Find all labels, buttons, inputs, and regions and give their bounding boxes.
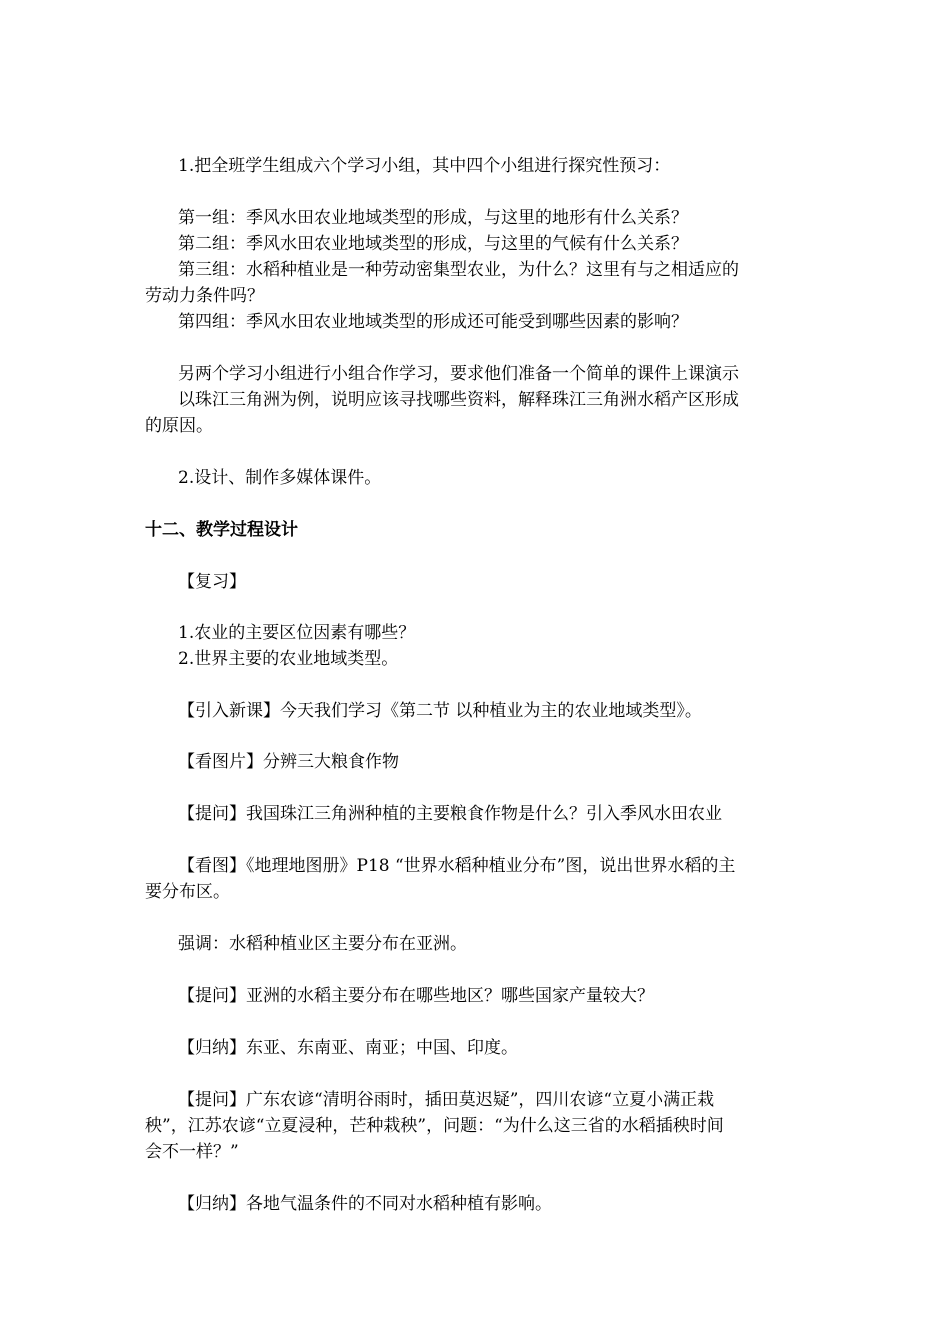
look-pictures: 【看图片】分辨三大粮食作物 [178, 752, 399, 772]
other-groups-line-3: 的原因。 [145, 416, 213, 436]
question-1: 【提问】我国珠江三角洲种植的主要粮食作物是什么？引入季风水田农业 [178, 804, 722, 824]
look-map-line-1: 【看图】《地理地图册》P18 “世界水稻种植业分布”图，说出世界水稻的主 [178, 856, 736, 876]
group-2-text: 第二组：季风水田农业地域类型的形成，与这里的气候有什么关系？ [178, 234, 688, 254]
question-3-line-1: 【提问】广东农谚“清明谷雨时，插田莫迟疑”，四川农谚“立夏小满正栽 [178, 1090, 715, 1110]
group-3-text-line-1: 第三组：水稻种植业是一种劳动密集型农业，为什么？这里有与之相适应的 [178, 260, 739, 280]
section-heading: 十二、教学过程设计 [145, 520, 298, 540]
group-3-text-line-2: 劳动力条件吗？ [145, 286, 264, 306]
intro-new-lesson: 【引入新课】今天我们学习《第二节 以种植业为主的农业地域类型》。 [178, 701, 702, 721]
question-2: 【提问】亚洲的水稻主要分布在哪些地区？哪些国家产量较大？ [178, 986, 654, 1006]
emphasis: 强调：水稻种植业区主要分布在亚洲。 [178, 934, 467, 954]
question-3-line-3: 会不一样？” [145, 1142, 239, 1162]
group-4-text: 第四组：季风水田农业地域类型的形成还可能受到哪些因素的影响？ [178, 312, 688, 332]
summary-1: 【归纳】东亚、东南亚、南亚；中国、印度。 [178, 1038, 518, 1058]
review-question-1: 1.农业的主要区位因素有哪些？ [178, 623, 416, 643]
review-question-2: 2.世界主要的农业地域类型。 [178, 649, 399, 669]
other-groups-line-1: 另两个学习小组进行小组合作学习，要求他们准备一个简单的课件上课演示 [178, 364, 739, 384]
question-3-line-2: 秧”，江苏农谚“立夏浸种，芒种栽秧”，问题：“为什么这三省的水稻插秧时间 [145, 1116, 724, 1136]
review-label: 【复习】 [178, 572, 246, 592]
summary-2: 【归纳】各地气温条件的不同对水稻种植有影响。 [178, 1194, 552, 1214]
prep-item-2: 2.设计、制作多媒体课件。 [178, 468, 382, 488]
prep-item-1: 1.把全班学生组成六个学习小组，其中四个小组进行探究性预习： [178, 156, 671, 176]
look-map-line-2: 要分布区。 [145, 882, 230, 902]
group-1-text: 第一组：季风水田农业地域类型的形成，与这里的地形有什么关系？ [178, 208, 688, 228]
other-groups-line-2: 以珠江三角洲为例，说明应该寻找哪些资料，解释珠江三角洲水稻产区形成 [178, 390, 739, 410]
